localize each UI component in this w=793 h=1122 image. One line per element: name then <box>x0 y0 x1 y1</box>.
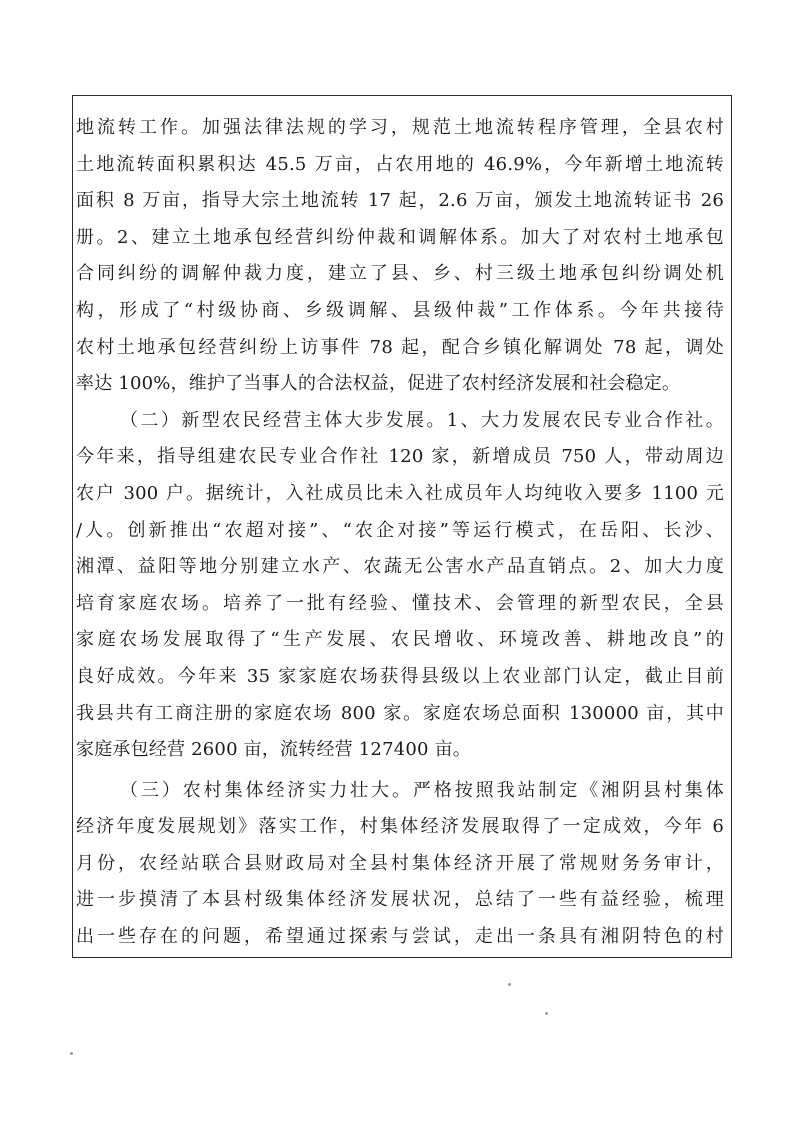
text-line: 月份，农经站联合县财政局对全县村集体经济开展了常规财务务审计， <box>76 852 724 874</box>
scan-speck <box>70 1052 73 1055</box>
text-line: 培育家庭农场。培养了一批有经验、懂技术、会管理的新型农民，全县 <box>76 592 724 614</box>
text-line: 地流转工作。加强法律法规的学习，规范土地流转程序管理，全县农村 <box>76 117 724 138</box>
document-body <box>76 110 724 956</box>
text-line: 农户 300 户。据统计，入社成员比未入社成员年人均纯收入要多 1100 元 <box>76 482 724 504</box>
text-line: 良好成效。今年来 35 家家庭农场获得县级以上农业部门认定，截止目前 <box>76 665 724 687</box>
text-line: 册。2、建立土地承包经营纠纷仲裁和调解体系。加大了对农村土地承包 <box>76 226 724 248</box>
text-line: 进一步摸清了本县村级集体经济发展状况，总结了一些有益经验，梳理 <box>76 889 724 911</box>
text-line: 经济年度发展规划》落实工作，村集体经济发展取得了一定成效，今年 6 <box>76 816 724 838</box>
text-line: 今年来，指导组建农民专业合作社 120 家，新增成员 750 人，带动周边 <box>76 446 724 468</box>
text-line: 家庭农场发展取得了“生产发展、农民增收、环境改善、耕地改良”的 <box>76 629 724 651</box>
text-line: /人。创新推出“农超对接”、“农企对接”等运行模式，在岳阳、长沙、 <box>76 519 724 541</box>
scan-speck <box>545 1012 548 1015</box>
paragraph-heading-line: （三）农村集体经济实力壮大。严格按照我站制定《湘阴县村集体 <box>120 779 724 801</box>
scan-speck <box>508 983 511 986</box>
text-line: 家庭承包经营 2600 亩，流转经营 127400 亩。 <box>76 739 472 761</box>
text-line: 湘潭、益阳等地分别建立水产、农蔬无公害水产品直销点。2、加大力度 <box>76 556 724 578</box>
text-line: 构，形成了“村级协商、乡级调解、县级仲裁”工作体系。今年共接待 <box>76 299 724 321</box>
text-line: 农村土地承包经营纠纷上访事件 78 起，配合乡镇化解调处 78 起，调处 <box>76 336 724 358</box>
text-line: 土地流转面积累积达 45.5 万亩，占农用地的 46.9%，今年新增土地流转 <box>76 153 724 175</box>
text-line: 合同纠纷的调解仲裁力度，建立了县、乡、村三级土地承包纠纷调处机 <box>76 263 724 285</box>
text-line: 率达 100%，维护了当事人的合法权益，促进了农村经济发展和社会稳定。 <box>76 373 681 395</box>
text-line: 面积 8 万亩，指导大宗土地流转 17 起，2.6 万亩，颁发土地流转证书 26 <box>76 190 724 212</box>
text-line: 我县共有工商注册的家庭农场 800 家。家庭农场总面积 130000 亩，其中 <box>76 702 724 724</box>
paragraph-heading-line: （二）新型农民经营主体大步发展。1、大力发展农民专业合作社。 <box>120 409 724 431</box>
text-line: 出一些存在的问题，希望通过探索与尝试，走出一条具有湘阴特色的村 <box>76 926 724 948</box>
